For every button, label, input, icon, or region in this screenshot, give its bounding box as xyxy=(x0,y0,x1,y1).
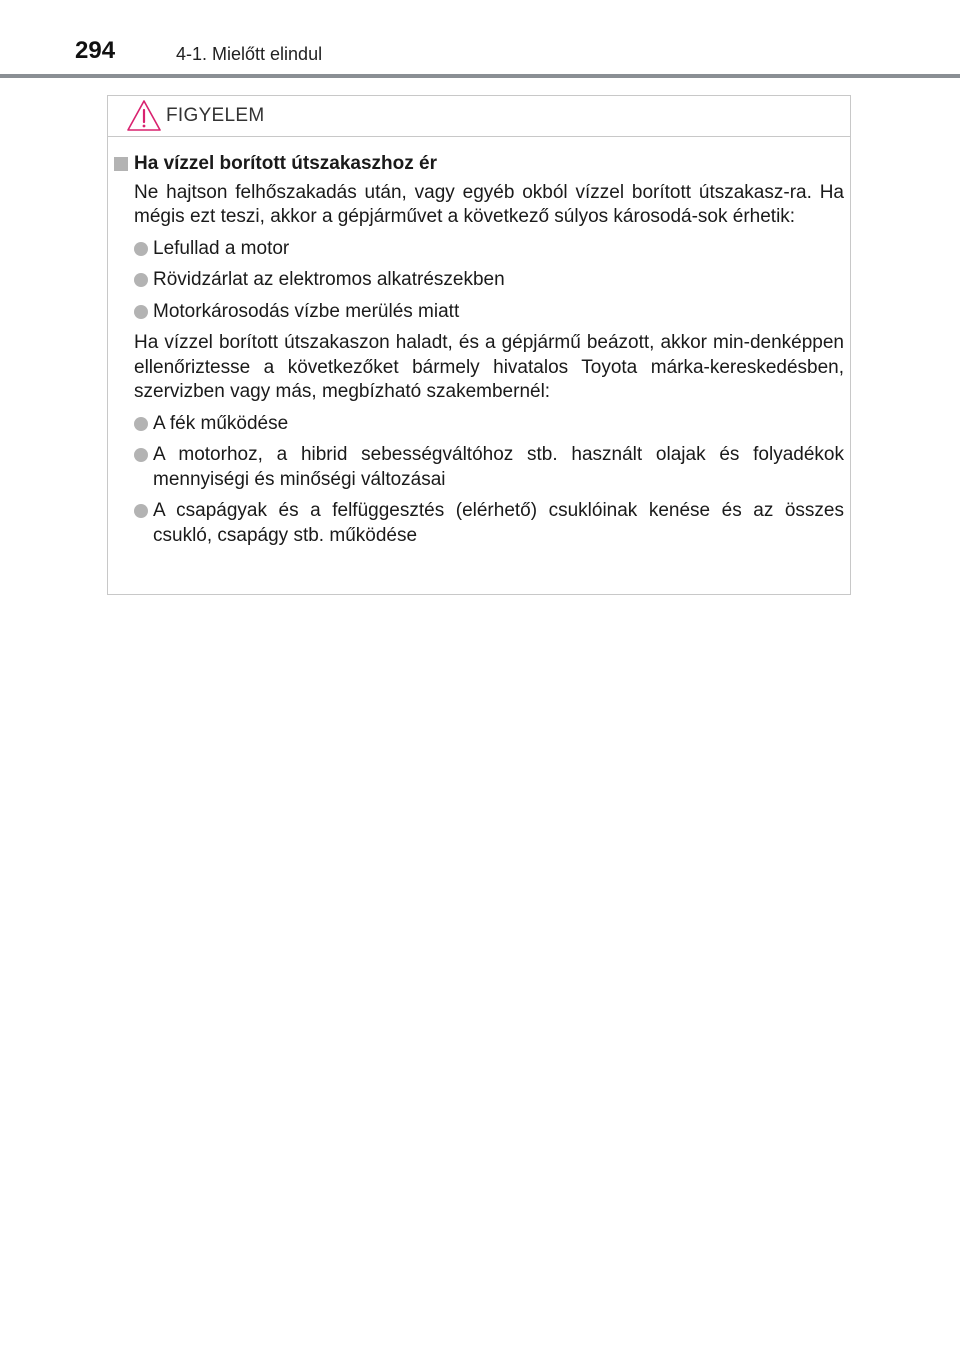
bullet-dot-icon xyxy=(134,305,148,319)
warning-content xyxy=(114,152,844,555)
section-title: 4-1. Mielőtt elindul xyxy=(176,44,323,64)
list-item-text: A fék működése xyxy=(153,412,289,434)
list-item xyxy=(114,412,844,437)
warning-label: FIGYELEM xyxy=(166,105,265,126)
paragraph-intro: Ne hajtson felhőszakadás után, vagy egyéb okból vízzel borított útszakasz-ra. Ha mégis ezt teszi, akkor a gépjárművet a következő súlyos károsodá-sok érhetik: xyxy=(134,181,844,227)
header-rule xyxy=(0,74,960,78)
bullet-dot-icon xyxy=(134,448,148,462)
list-item-text: Rövidzárlat az elektromos alkatrészekben xyxy=(153,269,505,290)
bullet-dot-icon xyxy=(134,417,148,431)
list-item xyxy=(114,268,844,293)
bullet-dot-icon xyxy=(134,504,148,518)
list-item xyxy=(114,499,844,548)
paragraph-check: Ha vízzel borított útszakaszon haladt, és a gépjármű beázott, akkor min-denképpen ellenőriztesse a következőket bármely hivatalos Toyota márka-kereskedésben, szervizben vagy más, megbízható szakembernél: xyxy=(134,332,844,402)
square-bullet-icon xyxy=(114,157,128,171)
page-number: 294 xyxy=(75,37,116,64)
page-header xyxy=(0,0,960,80)
list-item-text: Motorkárosodás vízbe merülés miatt xyxy=(153,300,460,322)
list-item xyxy=(114,300,844,325)
list-item xyxy=(114,237,844,262)
bullet-dot-icon xyxy=(134,242,148,256)
warning-box xyxy=(107,95,851,595)
list-item-text: A csapágyak és a felfüggesztés (elérhető) csuklóinak kenése és az összes csukló, csapágy stb. működése xyxy=(153,500,844,546)
list-item-text: Lefullad a motor xyxy=(153,237,290,259)
warning-header xyxy=(108,96,850,137)
list-item-text: A motorhoz, a hibrid sebességváltóhoz stb. használt olajak és folyadékok mennyiségi és minőségi változásai xyxy=(153,444,844,490)
bullet-dot-icon xyxy=(134,273,148,287)
warning-subheading xyxy=(114,152,844,177)
list-item xyxy=(114,443,844,492)
warning-triangle-icon xyxy=(126,99,162,132)
subheading-text: Ha vízzel borított útszakaszhoz ér xyxy=(134,153,438,174)
